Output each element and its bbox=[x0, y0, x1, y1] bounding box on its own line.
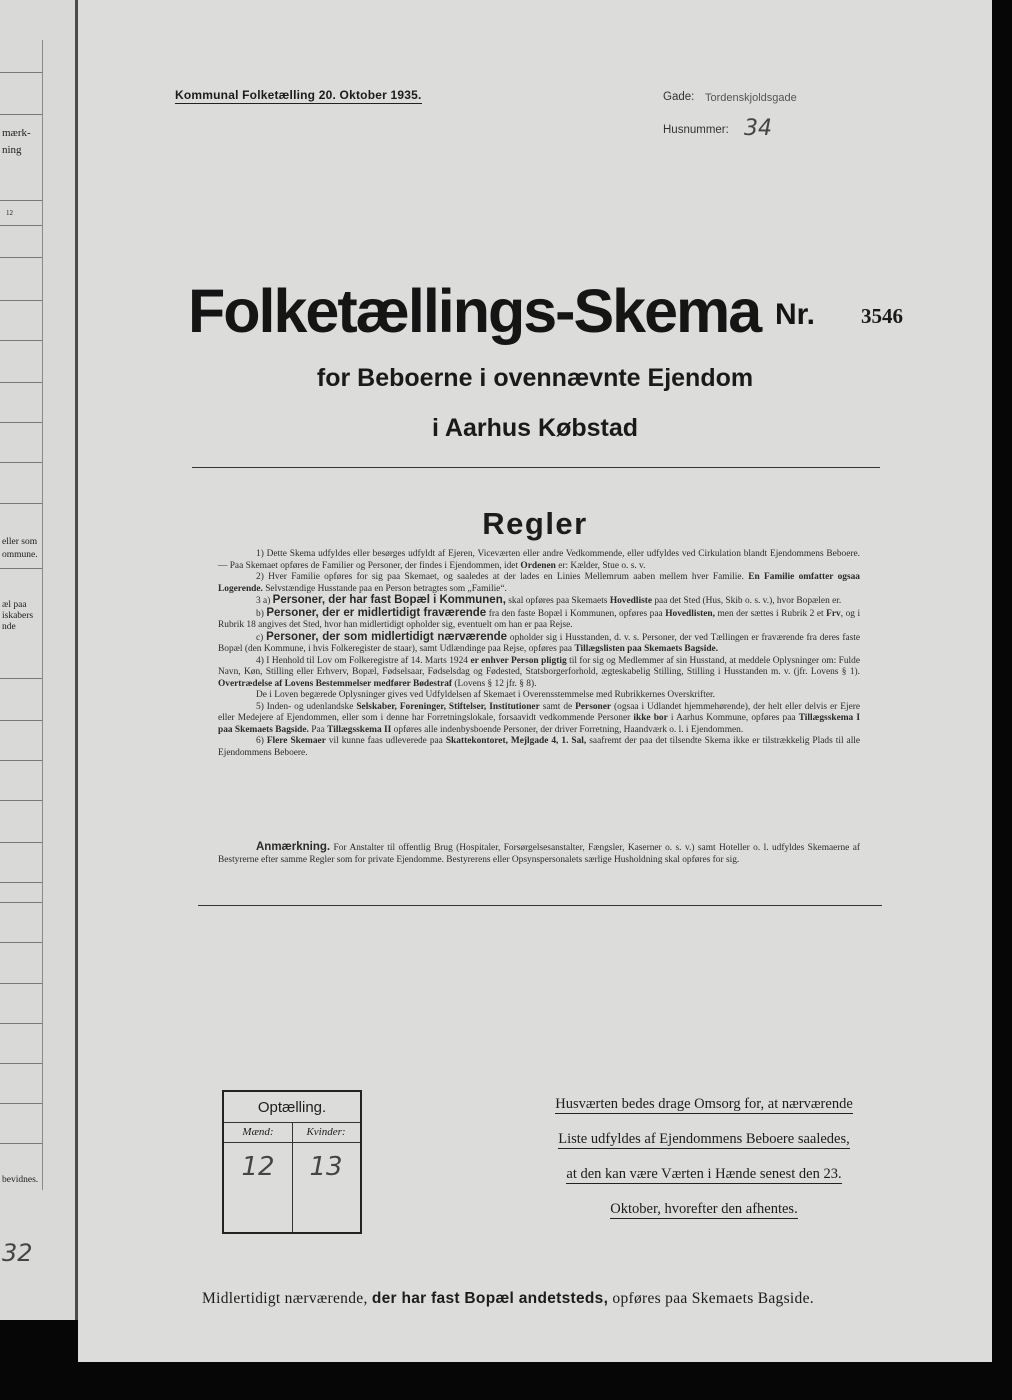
form-subtitle-city: i Aarhus Købstad bbox=[431, 414, 639, 442]
strip-column-line bbox=[42, 40, 43, 1190]
rule-2: 2) Hver Familie opføres for sig paa Skemaet, og saaledes at der lades en Linies Mellemrum aaben mellem hver Familie. En Familie omfatter ogsaa Logerende. Selvstændige Husstande paa en Person betragtes som „Familie“. bbox=[218, 572, 860, 594]
house-number-value: 34 bbox=[744, 116, 772, 141]
count-box bbox=[222, 1090, 362, 1234]
separator-rule bbox=[198, 905, 882, 906]
strip-rule bbox=[0, 422, 42, 423]
instruction-line: Husværten bedes drage Omsorg for, at nærværende bbox=[555, 1096, 853, 1112]
strip-fragment: ning bbox=[2, 144, 22, 156]
strip-fragment: nde bbox=[2, 622, 16, 632]
women-count: 13 bbox=[309, 1152, 343, 1182]
strip-rule bbox=[0, 678, 42, 679]
strip-fragment: bevidnes. bbox=[2, 1175, 39, 1185]
rule-3b: b) Personer, der er midlertidigt fraværende fra den faste Bopæl i Kommunen, opføres paa Hovedlisten, men der sættes i Rubrik 2 et Frv, og i Rubrik 18 angives det Sted, hvor han midlertidigt opholder sig, eventuelt om han er paa Rejse. bbox=[218, 606, 861, 630]
separator-rule bbox=[192, 467, 880, 468]
house-number-label: Husnummer: bbox=[663, 124, 729, 136]
remark-text: Anmærkning. For Anstalter til offentlig Brug (Hospitaler, Forsørgelsesanstalter, Fængsler, Kaserner o. s. v.) samt Hoteller o. l. udfyldes Skemaerne af Bestyrerne efter samme Regler som for private Ejendomme. Bestyrerens eller Opsynspersonalets særlige Husholdning skal opføres for sig. bbox=[218, 841, 861, 865]
strip-handwritten-number: 32 bbox=[2, 1239, 33, 1267]
strip-rule bbox=[0, 1103, 42, 1104]
strip-rule bbox=[0, 942, 42, 943]
instruction-line: Oktober, hvorefter den afhentes. bbox=[610, 1201, 798, 1217]
rules-text bbox=[218, 549, 860, 759]
form-number: 3546 bbox=[861, 304, 903, 328]
footer-note: Midlertidigt nærværende, der har fast Bopæl andetsteds, opføres paa Skemaets Bagside. bbox=[202, 1290, 814, 1307]
strip-fragment: iskabers bbox=[2, 611, 34, 621]
form-number-label: Nr. bbox=[775, 298, 816, 331]
rule-4-continued: De i Loven begærede Oplysninger gives ved Udfyldelsen af Skemaet i Overensstemmelse med Rubrikkernes Overskrifter. bbox=[256, 690, 715, 700]
strip-rule bbox=[0, 983, 42, 984]
rules-heading: Regler bbox=[482, 506, 588, 541]
strip-rule bbox=[0, 340, 42, 341]
street-value: Tordenskjoldsgade bbox=[705, 92, 797, 104]
instruction-line: Liste udfyldes af Ejendommens Beboere saaledes, bbox=[558, 1131, 850, 1147]
form-subtitle: for Beboerne i ovennævnte Ejendom bbox=[316, 364, 754, 392]
strip-rule bbox=[0, 720, 42, 721]
street-label: Gade: bbox=[663, 91, 695, 103]
rule-3a: 3 a) Personer, der har fast Bopæl i Kommunen, skal opføres paa Skemaets Hovedliste paa det Sted (Hus, Skib o. s. v.), hvor Bopælen er. bbox=[256, 594, 842, 606]
strip-fragment: æl paa bbox=[2, 600, 27, 610]
strip-rule bbox=[0, 462, 42, 463]
rule-4: 4) I Henhold til Lov om Folkeregistre af 14. Marts 1924 er enhver Person pligtig til for sig og Medlemmer af sin Husstand, at meddele Oplysninger om: Fulde Navn, Køn, Stilling eller Erhverv, Bopæl, Fødselsaar, Fødselsdag og Fødested, Statsborgerforhold, ægteskabelig Stilling, Stilling i Husstanden m. v. (jfr. Lovens § 1). Overtrædelse af Lovens Bestemmelser medfører Bødestraf (Lovens § 12 jfr. § 8). bbox=[218, 655, 861, 689]
census-header: Kommunal Folketælling 20. Oktober 1935. bbox=[175, 88, 422, 102]
strip-rule bbox=[0, 800, 42, 801]
strip-rule bbox=[0, 902, 42, 903]
rule-3c: c) Personer, der som midlertidigt nærværende opholder sig i Husstanden, d. v. s. Personer, der ved Tællingen er fraværende fra deres faste Bopæl (den Kommune, i hvis Folkeregister de staar), samt Udlændinge paa Rejse, opføres paa Tillægslisten paa Skemaets Bagside. bbox=[218, 630, 861, 654]
previous-page-strip bbox=[0, 0, 75, 1320]
rule-6: 6) Flere Skemaer vil kunne faas udleverede paa Skattekontoret, Mejlgade 4, 1. Sal, saafremt der paa det tilsendte Skema ikke er tilstrækkelig Plads til alle Ejendommens Beboere. bbox=[218, 736, 861, 758]
rule-1: 1) Dette Skema udfyldes eller besørges udfyldt af Ejeren, Viceværten eller andre Vedkommende, eller udfyldes ved Cirkulation blandt Ejendommens Beboere. — Paa Skemaet opføres de Familier og Personer, der findes i Ejendommen, idet Ordenen er: Kælder, Stue o. s. v. bbox=[218, 549, 860, 571]
men-label: Mænd: bbox=[224, 1122, 292, 1143]
remark-label: Anmærkning. bbox=[256, 841, 331, 853]
instruction-line: at den kan være Værten i Hænde senest den 23. bbox=[566, 1166, 842, 1182]
strip-rule bbox=[0, 257, 42, 258]
strip-rule bbox=[0, 114, 42, 115]
strip-fragment: ommune. bbox=[2, 550, 38, 560]
women-label: Kvinder: bbox=[292, 1122, 360, 1143]
strip-rule bbox=[0, 200, 42, 201]
strip-rule bbox=[0, 568, 42, 569]
strip-rule bbox=[0, 225, 42, 226]
rule-5: 5) Inden- og udenlandske Selskaber, Foreninger, Stiftelser, Institutioner samt de Personer (ogsaa i Udlandet hjemmehørende), der helt eller delvis er Ejere eller Medejere af Ejendommen, eller som i denne har Forretningslokale, forsaavidt vedkommende Personer ikke bor i Aarhus Kommune, opføres paa Tillægsskema I paa Skemaets Bagside. Paa Tillægsskema II opføres alle indenbysboende Personer, der driver Forretning, Haandværk o. l. i Ejendommen. bbox=[218, 701, 861, 735]
strip-rule bbox=[0, 882, 42, 883]
strip-fragment: eller som bbox=[2, 537, 38, 547]
men-count: 12 bbox=[241, 1152, 275, 1182]
census-form-page bbox=[78, 0, 992, 1362]
strip-rule bbox=[0, 1063, 42, 1064]
strip-fragment: 12 bbox=[6, 209, 13, 217]
strip-fragment: mærk- bbox=[2, 127, 31, 139]
strip-rule bbox=[0, 300, 42, 301]
strip-rule bbox=[0, 842, 42, 843]
count-box-title: Optælling. bbox=[224, 1092, 360, 1123]
strip-rule bbox=[0, 1143, 42, 1144]
form-title: Folketællings-Skema bbox=[188, 277, 761, 345]
strip-rule bbox=[0, 382, 42, 383]
strip-rule bbox=[0, 72, 42, 73]
strip-rule bbox=[0, 760, 42, 761]
strip-rule bbox=[0, 1023, 42, 1024]
strip-rule bbox=[0, 503, 42, 504]
